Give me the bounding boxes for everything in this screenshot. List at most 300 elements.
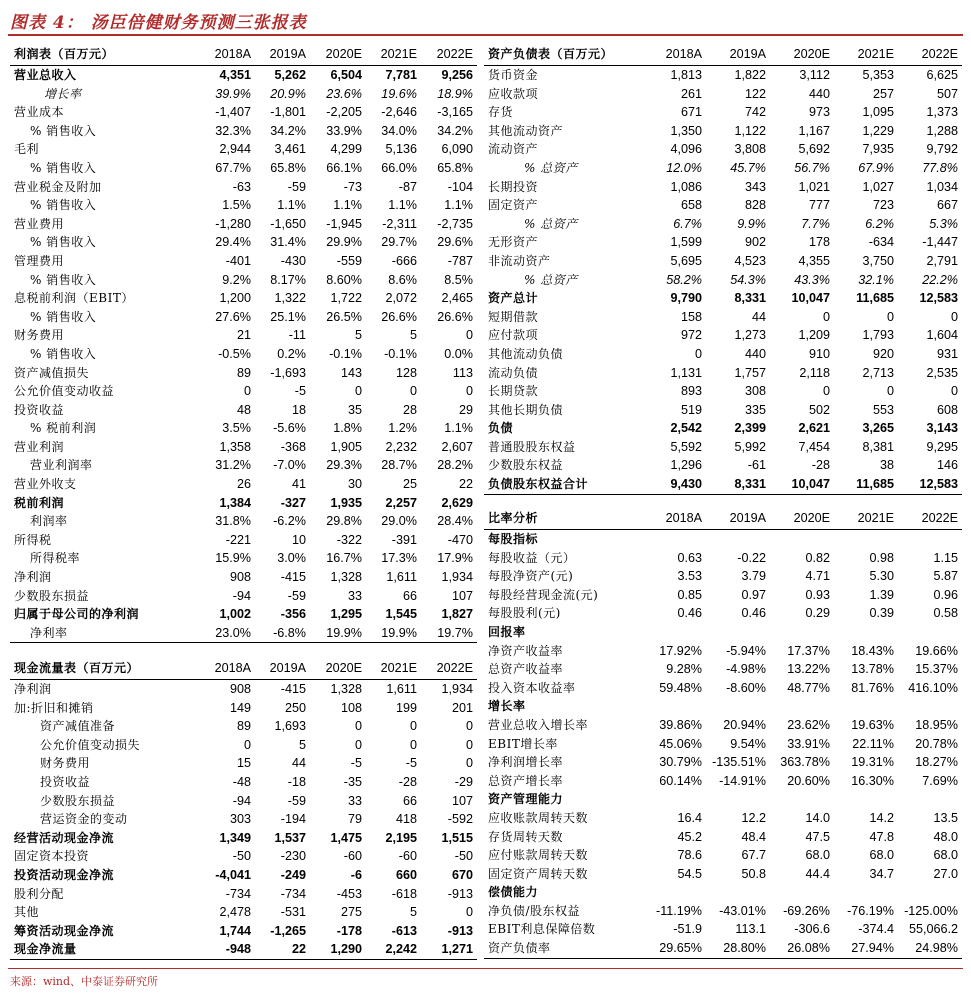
cell-value: 250 <box>284 700 306 715</box>
cell-value: 275 <box>340 905 362 920</box>
cell-value: -178 <box>336 923 362 938</box>
cell-value: 2,944 <box>219 142 251 157</box>
cell-value: -87 <box>398 179 417 194</box>
cell-value: -322 <box>336 532 362 547</box>
cell-value: 12.2 <box>741 810 766 825</box>
cell-value: 1,358 <box>219 439 251 454</box>
cell-value: -734 <box>280 886 306 901</box>
cell-value: 26.6% <box>381 309 417 324</box>
cell-value: -194 <box>280 812 306 827</box>
cell-value: 0.63 <box>677 550 702 565</box>
row-label: % 销售收入 <box>30 160 97 175</box>
cell-value: 1,002 <box>219 607 251 622</box>
table-row <box>10 587 477 606</box>
cell-value: 48.77% <box>787 680 830 695</box>
cell-value: -221 <box>225 532 251 547</box>
cell-value: 22 <box>458 477 473 492</box>
cell-value <box>642 623 706 642</box>
column-header: 2022E <box>421 44 477 66</box>
cell-value: 1,027 <box>862 179 894 194</box>
cell-value: 9,430 <box>642 475 706 494</box>
cell-value: 9.54% <box>730 736 766 751</box>
row-label: % 总资产 <box>524 272 578 287</box>
table-row <box>10 419 477 438</box>
cell-value: 30 <box>347 477 362 492</box>
table-row <box>10 512 477 531</box>
cell-value: -5.94% <box>726 643 766 658</box>
cell-value: 17.3% <box>381 551 417 566</box>
cell-value <box>834 697 898 716</box>
cell-value: 27.94% <box>834 939 898 958</box>
cell-value: -125.00% <box>904 903 958 918</box>
cell-value: 1,290 <box>310 940 366 959</box>
cell-value: 29.7% <box>381 235 417 250</box>
cell-value: 2,535 <box>926 365 958 380</box>
table-row <box>10 475 477 494</box>
cell-value: 3,143 <box>926 421 958 436</box>
column-header: 2018A <box>200 658 255 680</box>
cell-value: 0 <box>354 719 362 734</box>
cell-value: 1,296 <box>670 458 702 473</box>
cell-value: -2,735 <box>437 216 473 231</box>
cell-value: -63 <box>232 179 251 194</box>
cell-value: -249 <box>280 867 306 882</box>
cell-value: 25.1% <box>270 309 306 324</box>
cell-value: -415 <box>280 570 306 585</box>
income-table <box>10 44 477 643</box>
row-label: 其他流动负债 <box>488 346 564 361</box>
cell-value: 35 <box>347 402 362 417</box>
cell-value: 4,523 <box>734 253 766 268</box>
cell-value: 0 <box>465 756 473 771</box>
cell-value: 1,095 <box>862 105 894 120</box>
cell-value: 113.1 <box>735 922 766 937</box>
cell-value: 1,545 <box>385 607 417 622</box>
cell-value: -14.91% <box>719 773 766 788</box>
table-row <box>10 271 477 290</box>
cell-value: 363.78% <box>780 755 830 770</box>
row-label: 公允价值变动损失 <box>40 737 141 752</box>
row-label: 其他流动资产 <box>488 123 564 138</box>
cell-value: 6,090 <box>441 142 473 157</box>
cell-value: 7,781 <box>385 68 417 82</box>
row-label: 投资收益 <box>40 774 91 789</box>
cell-value: 0.85 <box>677 587 702 602</box>
cashflow-table <box>10 658 477 960</box>
cell-value: 667 <box>936 198 958 213</box>
row-label: 长期贷款 <box>488 384 539 399</box>
cell-value: 25 <box>402 477 417 492</box>
cell-value: -35 <box>343 774 362 789</box>
cell-value <box>898 883 962 902</box>
table-row <box>10 401 477 420</box>
column-header: 2018A <box>200 44 255 66</box>
row-label: % 销售收入 <box>30 235 97 250</box>
table-row <box>10 866 477 885</box>
table-row <box>484 920 962 939</box>
cell-value: -73 <box>343 179 362 194</box>
cell-value: 66.0% <box>381 160 417 175</box>
column-header: 2022E <box>898 508 962 530</box>
cell-value: 4,351 <box>219 68 251 82</box>
cell-value: 1,604 <box>926 328 958 343</box>
cell-value: 3.79 <box>741 569 766 584</box>
cell-value: 14.0 <box>805 810 830 825</box>
cell-value: 128 <box>395 365 417 380</box>
column-header: 2020E <box>770 508 834 530</box>
cell-value: 670 <box>451 867 473 882</box>
cell-value: 19.7% <box>421 624 477 643</box>
cell-value: 1,328 <box>330 570 362 585</box>
table-row <box>484 345 962 364</box>
cell-value: 41 <box>291 477 306 492</box>
row-label: 总资产增长率 <box>488 773 564 788</box>
row-label: 投入资本收益率 <box>488 680 576 695</box>
cell-value: 26 <box>236 477 251 492</box>
cell-value: 0 <box>465 905 473 920</box>
footer-rule <box>8 968 963 969</box>
cell-value: 660 <box>395 867 417 882</box>
cell-value: -787 <box>447 253 473 268</box>
row-label: 营运资金的变动 <box>40 812 128 827</box>
cell-value: 27.6% <box>215 309 251 324</box>
row-label: % 销售收入 <box>30 309 97 324</box>
cell-value: 79 <box>347 812 362 827</box>
table-row <box>10 103 477 122</box>
table-row <box>484 716 962 735</box>
cell-value: 5 <box>409 328 417 343</box>
cell-value: 23.62% <box>787 717 830 732</box>
column-header: 2020E <box>310 44 366 66</box>
ratios-table <box>484 508 962 959</box>
table-row <box>484 586 962 605</box>
cell-value: 1.1% <box>333 198 362 213</box>
table-row <box>10 773 477 792</box>
cell-value: -613 <box>391 923 417 938</box>
cell-value: 26.08% <box>770 939 834 958</box>
table-title: 资产负债表（百万元） <box>484 44 642 66</box>
cell-value: 27.0 <box>933 866 958 881</box>
cell-value: -666 <box>391 253 417 268</box>
table-row <box>484 289 962 308</box>
cell-value: 0 <box>354 737 362 752</box>
cell-value: -592 <box>447 812 473 827</box>
figure-title: 图表 4： 汤臣倍健财务预测三张报表 <box>10 13 307 33</box>
cell-value: 34.2% <box>437 123 473 138</box>
row-label: 归属于母公司的净利润 <box>14 607 140 622</box>
row-label: 财务费用 <box>14 328 65 343</box>
cell-value: 5.3% <box>929 216 958 231</box>
cell-value: 45.2 <box>677 829 702 844</box>
cell-value: -11 <box>288 328 306 343</box>
cell-value <box>834 790 898 809</box>
header-row <box>484 44 962 66</box>
cell-value: -50 <box>232 849 251 864</box>
cell-value: 902 <box>744 235 766 250</box>
cell-value: 199 <box>395 700 417 715</box>
table-row <box>10 438 477 457</box>
table-row <box>484 326 962 345</box>
cell-value: 12,583 <box>919 291 958 306</box>
cell-value: 17.9% <box>437 551 473 566</box>
cell-value: 418 <box>395 812 417 827</box>
cell-value: -368 <box>280 439 306 454</box>
cell-value <box>706 623 770 642</box>
cell-value <box>642 790 706 809</box>
table-row <box>484 567 962 586</box>
cell-value <box>770 623 834 642</box>
cell-value: 39.9% <box>215 86 251 101</box>
cell-value: 68.0 <box>805 848 830 863</box>
row-label: 少数股东权益 <box>488 458 564 473</box>
row-label: 公允价值变动收益 <box>14 384 115 399</box>
table-row <box>10 308 477 327</box>
cell-value: 0.58 <box>933 606 958 621</box>
cell-value: -5 <box>405 756 417 771</box>
cell-value: 14.2 <box>869 810 894 825</box>
cell-value: 5,136 <box>385 142 417 157</box>
column-header: 2021E <box>834 508 898 530</box>
table-row <box>10 792 477 811</box>
table-row <box>10 382 477 401</box>
cell-value <box>706 883 770 902</box>
cell-value: 1,373 <box>926 105 958 120</box>
cell-value: 1,793 <box>862 328 894 343</box>
cell-value: 10,047 <box>770 475 834 494</box>
table-row <box>10 233 477 252</box>
cell-value: 15.37% <box>915 662 958 677</box>
table-row <box>484 475 962 494</box>
table-row <box>484 438 962 457</box>
row-label: 所得税 <box>14 532 52 547</box>
cell-value: -531 <box>280 905 306 920</box>
cell-value: 910 <box>808 346 830 361</box>
table-row <box>10 178 477 197</box>
cell-value: 1.15 <box>933 550 958 565</box>
cell-value: 18.9% <box>437 86 473 101</box>
cell-value <box>898 790 962 809</box>
row-label: EBIT利息保障倍数 <box>488 922 596 937</box>
cell-value: 5 <box>354 328 362 343</box>
cell-value: 9,256 <box>441 68 473 82</box>
cell-value: 261 <box>680 86 702 101</box>
cell-value: 108 <box>340 700 362 715</box>
row-label: 少数股东损益 <box>40 793 116 808</box>
cell-value: 29.0% <box>381 514 417 529</box>
cell-value: 8.17% <box>270 272 306 287</box>
column-header: 2022E <box>421 658 477 680</box>
cell-value: 416.10% <box>908 680 958 695</box>
cell-value: 3,265 <box>862 421 894 436</box>
cell-value: 1.1% <box>444 198 473 213</box>
cell-value: 0 <box>243 737 251 752</box>
header-row <box>10 658 477 680</box>
cell-value: 2,791 <box>926 253 958 268</box>
cell-value: 22 <box>255 940 310 959</box>
section-heading-row <box>484 790 962 809</box>
cell-value: 1,273 <box>734 328 766 343</box>
row-label: 营业总收入 <box>14 68 77 82</box>
cell-value: -327 <box>280 495 306 510</box>
cell-value: 0 <box>822 384 830 399</box>
cell-value: 7.69% <box>922 773 958 788</box>
row-label: 营业费用 <box>14 216 65 231</box>
cell-value: 7.7% <box>801 216 830 231</box>
cell-value: -50 <box>454 849 473 864</box>
cell-value: 59.48% <box>659 680 702 695</box>
cell-value: -1,280 <box>215 216 251 231</box>
cell-value: 32.3% <box>215 123 251 138</box>
cell-value: 3,808 <box>734 142 766 157</box>
cell-value: -0.1% <box>384 346 417 361</box>
row-label: 筹资活动现金净流 <box>14 923 115 938</box>
cell-value: 9,792 <box>926 142 958 157</box>
cell-value: -453 <box>336 886 362 901</box>
cell-value: 893 <box>680 384 702 399</box>
cell-value: 1,475 <box>330 830 362 845</box>
cell-value: 0.46 <box>741 606 766 621</box>
row-label: 其他 <box>14 905 40 920</box>
table-row <box>10 754 477 773</box>
table-row <box>10 494 477 513</box>
cell-value: 4,096 <box>670 142 702 157</box>
cell-value: 8.5% <box>444 272 473 287</box>
cell-value: 1,905 <box>330 439 362 454</box>
row-label: 营业税金及附加 <box>14 179 102 194</box>
row-label: 营业成本 <box>14 105 65 120</box>
cell-value: 65.8% <box>437 160 473 175</box>
cell-value: 828 <box>744 198 766 213</box>
table-row <box>484 103 962 122</box>
cell-value: 0.93 <box>805 587 830 602</box>
table-row <box>10 717 477 736</box>
row-label: 营业外收支 <box>14 477 77 492</box>
cell-value: 1,537 <box>274 830 306 845</box>
source-note: 来源：wind、中泰证券研究所 <box>10 975 159 988</box>
row-label: 普通股股东权益 <box>488 439 576 454</box>
cell-value: 66 <box>402 588 417 603</box>
row-label: 固定资本投资 <box>14 849 90 864</box>
title-rule <box>8 34 963 36</box>
row-label: 净利润 <box>14 682 52 696</box>
cell-value: 19.9% <box>366 624 421 643</box>
table-row <box>10 568 477 587</box>
cell-value: 54.5 <box>677 866 702 881</box>
cell-value: -913 <box>447 886 473 901</box>
row-label: 资产负债率 <box>484 939 642 958</box>
cell-value: 0 <box>409 737 417 752</box>
table-row <box>10 196 477 215</box>
cell-value: 335 <box>744 402 766 417</box>
table-row <box>484 215 962 234</box>
section-heading-row <box>484 883 962 902</box>
table-row <box>484 233 962 252</box>
table-row <box>10 252 477 271</box>
cell-value: 44.4 <box>805 866 830 881</box>
cell-value: 4,299 <box>330 142 362 157</box>
column-header: 2021E <box>366 44 421 66</box>
row-label: % 税前利润 <box>30 421 97 436</box>
cell-value: 1,086 <box>670 179 702 194</box>
cell-value: 3,112 <box>799 68 830 82</box>
table-row <box>484 308 962 327</box>
cell-value: 16.7% <box>326 551 362 566</box>
cell-value: 1.1% <box>277 198 306 213</box>
cell-value: 20.94% <box>723 717 766 732</box>
cell-value: 507 <box>936 86 958 101</box>
row-label: % 销售收入 <box>30 198 97 213</box>
row-label: 营业利润 <box>14 439 65 454</box>
section-heading-row <box>484 623 962 642</box>
cell-value: -104 <box>447 179 473 194</box>
table-row <box>484 772 962 791</box>
cell-value: 0 <box>465 328 473 343</box>
row-label: 回报率 <box>488 624 526 639</box>
table-row <box>10 699 477 718</box>
row-label: % 总资产 <box>524 160 578 175</box>
cell-value: 777 <box>808 198 830 213</box>
cell-value: -306.6 <box>794 922 830 937</box>
cell-value: 0 <box>886 384 894 399</box>
cell-value: -559 <box>336 253 362 268</box>
cell-value: 24.98% <box>898 939 962 958</box>
cell-value <box>706 790 770 809</box>
table-row <box>484 939 962 958</box>
cell-value: 28.80% <box>706 939 770 958</box>
cell-value: 1,757 <box>734 365 766 380</box>
row-label: 偿债能力 <box>488 885 539 900</box>
table-row <box>10 829 477 848</box>
cell-value: 2,713 <box>862 365 894 380</box>
cell-value: 8.6% <box>388 272 417 287</box>
cell-value: 2,607 <box>441 439 473 454</box>
cell-value: 26.5% <box>326 309 362 324</box>
cell-value: 7,454 <box>798 439 830 454</box>
cell-value: 1,167 <box>798 123 830 138</box>
cell-value: 5,262 <box>274 68 306 82</box>
cell-value: 19.66% <box>915 643 958 658</box>
cell-value: 34.7 <box>869 866 894 881</box>
cell-value: 29.6% <box>437 235 473 250</box>
cell-value: 12.0% <box>666 160 702 175</box>
cell-value: -60 <box>398 849 417 864</box>
row-label: 财务费用 <box>40 756 91 771</box>
cell-value: 30.79% <box>659 755 702 770</box>
cell-value: 343 <box>744 179 766 194</box>
cell-value: -2,205 <box>326 105 362 120</box>
cell-value: 23.6% <box>326 86 362 101</box>
cell-value: 671 <box>680 105 702 120</box>
header-row <box>484 508 962 530</box>
section-heading-row <box>484 530 962 549</box>
cell-value: 113 <box>452 365 473 380</box>
cell-value <box>706 530 770 549</box>
cell-value: 1,722 <box>330 291 362 306</box>
row-label: 固定资产周转天数 <box>488 866 589 881</box>
cell-value: -1,801 <box>270 105 306 120</box>
cell-value: -1,447 <box>922 235 958 250</box>
cell-value: 43.3% <box>794 272 830 287</box>
cell-value: 10 <box>291 532 306 547</box>
row-label: 负债股东权益合计 <box>484 475 642 494</box>
cell-value: 1,515 <box>441 830 473 845</box>
row-label: 每股股利(元) <box>488 606 561 621</box>
cell-value: 1,295 <box>330 607 362 622</box>
table-row <box>10 364 477 383</box>
cell-value: 60.14% <box>659 773 702 788</box>
cell-value: -94 <box>232 588 251 603</box>
cell-value: 1,827 <box>441 607 473 622</box>
